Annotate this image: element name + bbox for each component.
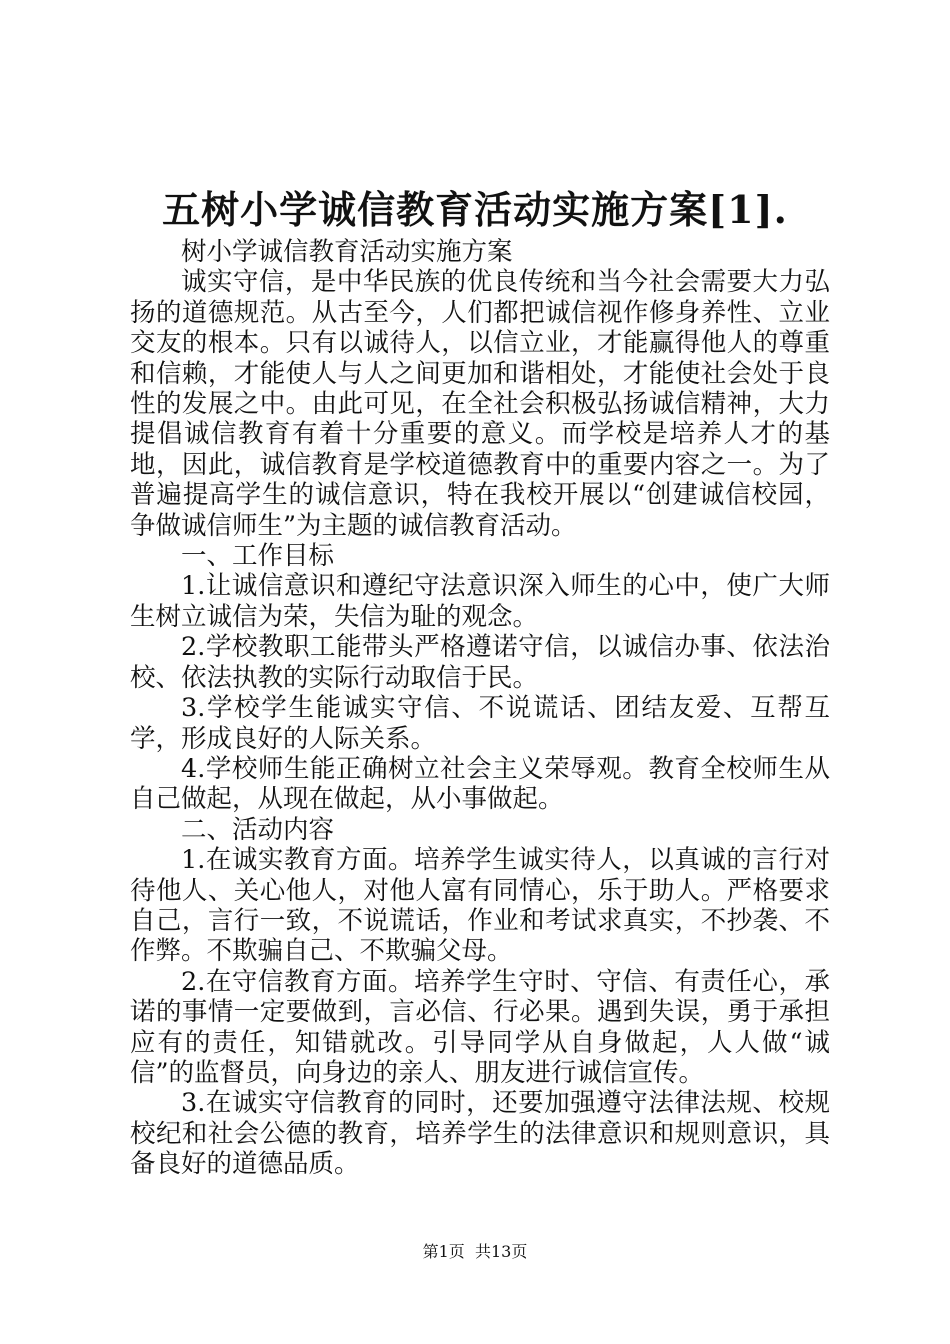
paragraph-goal-4: 4.学校师生能正确树立社会主义荣辱观。教育全校师生从自己做起，从现在做起，从小事做起。 [130, 753, 830, 815]
document-body [130, 237, 830, 1180]
paragraph-goal-1: 1.让诚信意识和遵纪守法意识深入师生的心中，使广大师生树立诚信为荣，失信为耻的观念。 [130, 571, 830, 632]
section-heading-activities: 二、活动内容 [181, 814, 335, 845]
section-heading-goals: 一、工作目标 [181, 541, 335, 572]
page-footer [0, 1241, 950, 1263]
document-title: 五树小学诚信教育活动实施方案[1]. [162, 187, 788, 232]
paragraph-goal-3: 3.学校学生能诚实守信、不说谎话、团结友爱、互帮互学，形成良好的人际关系。 [130, 693, 830, 754]
paragraph-activity-2: 2.在守信教育方面。培养学生守时、守信、有责任心，承诺的事情一定要做到，言必信、行必果。遇到失误，勇于承担应有的责任，知错就改。引导同学从自身做起，人人做“诚信”的监督员，向身边的亲人、朋友进行诚信宣传。 [130, 966, 830, 1088]
paragraph-subtitle: 树小学诚信教育活动实施方案 [181, 237, 513, 267]
page-number: 第1页 [422, 1242, 465, 1261]
paragraph-activity-3: 3.在诚实守信教育的同时，还要加强遵守法律法规、校规校纪和社会公德的教育，培养学生的法律意识和规则意识，具备良好的道德品质。 [130, 1088, 830, 1180]
paragraph-activity-1: 1.在诚实教育方面。培养学生诚实待人，以真诚的言行对待他人、关心他人，对他人富有同情心，乐于助人。严格要求自己，言行一致，不说谎话，作业和考试求真实，不抄袭、不作弊。不欺骗自己、不欺骗父母。 [130, 845, 830, 967]
paragraph-intro: 诚实守信，是中华民族的优良传统和当今社会需要大力弘扬的道德规范。从古至今，人们都把诚信视作修身养性、立业交友的根本。只有以诚待人，以信立业，才能赢得他人的尊重和信赖，才能使人与人之间更加和谐相处，才能使社会处于良性的发展之中。由此可见，在全社会积极弘扬诚信精神，大力提倡诚信教育有着十分重要的意义。而学校是培养人才的基地，因此，诚信教育是学校道德教育中的重要内容之一。为了普遍提高学生的诚信意识，特在我校开展以“创建诚信校园，争做诚信师生”为主题的诚信教育活动。 [130, 267, 830, 541]
page-total: 共13页 [474, 1242, 528, 1261]
paragraph-goal-2: 2.学校教职工能带头严格遵诺守信，以诚信办事、依法治校、依法执教的实际行动取信于民。 [130, 632, 830, 693]
